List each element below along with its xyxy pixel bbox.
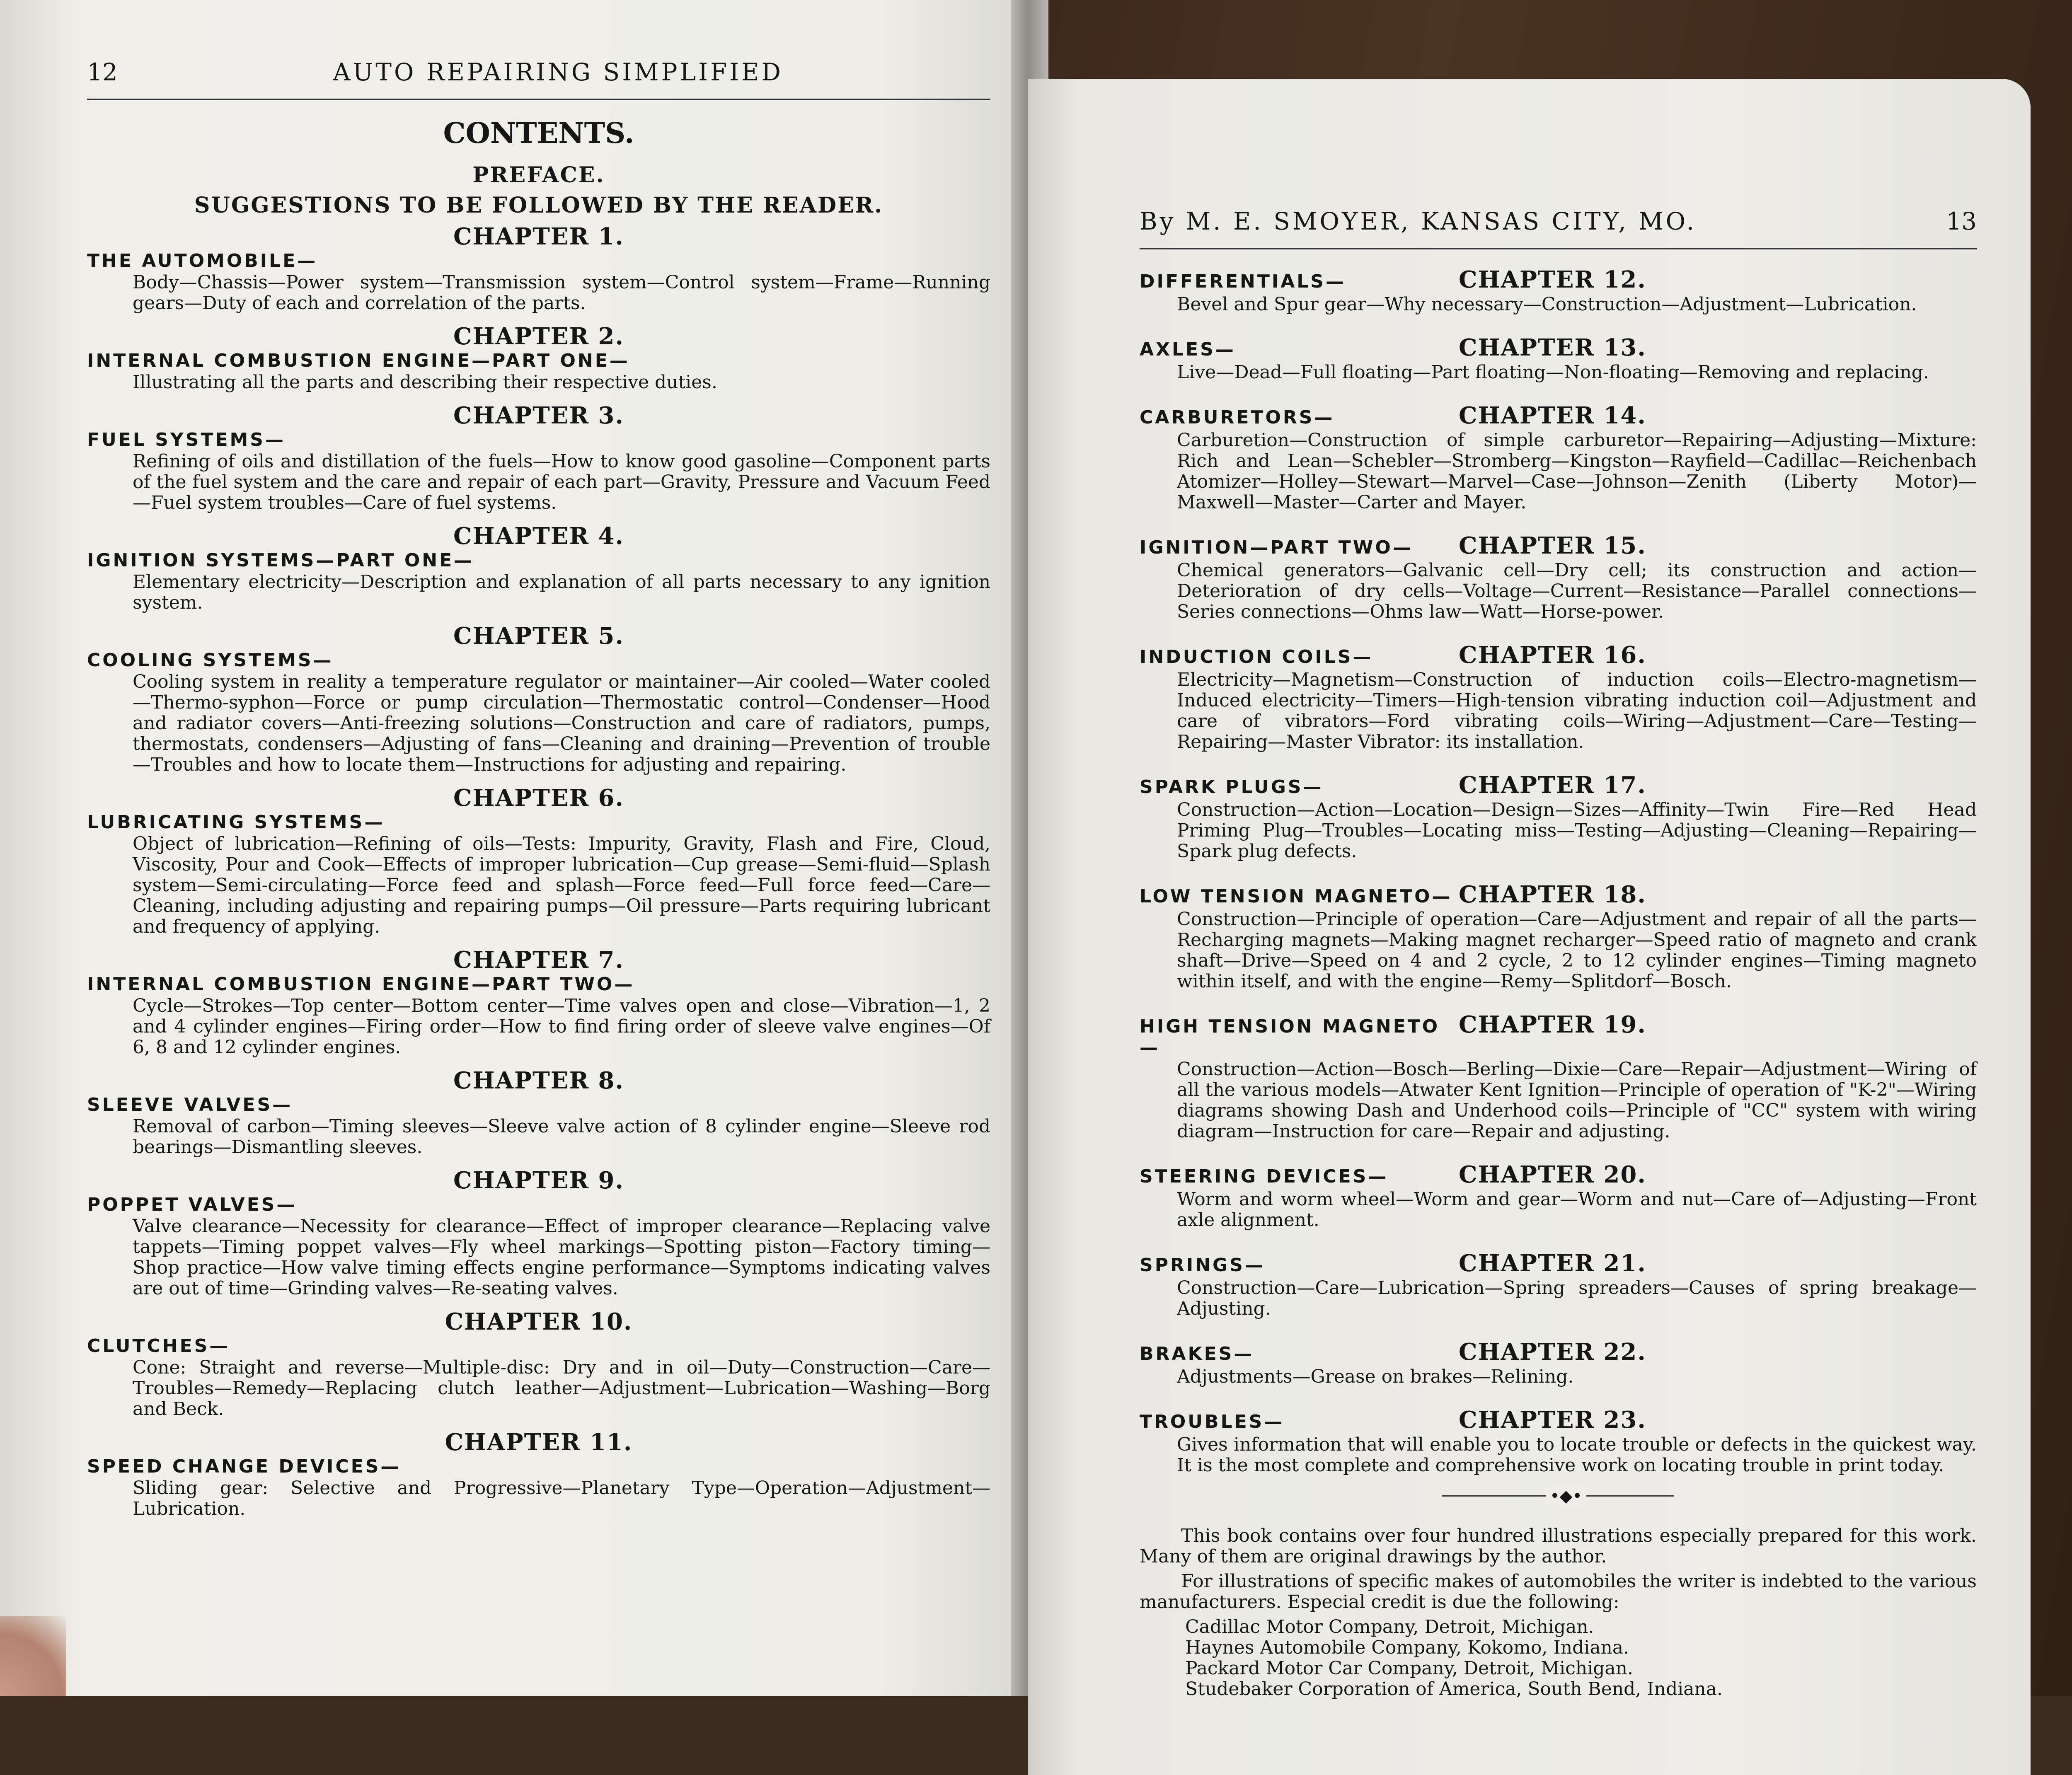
chapter-subject: SLEEVE VALVES— bbox=[87, 1094, 293, 1115]
company-item: Studebaker Corporation of America, South Bend, Indiana. bbox=[1185, 1678, 1723, 1700]
chapter-entry bbox=[87, 1308, 990, 1420]
chapter-description: Cooling system in reality a temperature regulator or maintainer—Air cooled—Water cooled—Thermo-syphon—Force or pump circulation—Thermostatic control—Condenser—Hood and radiator covers—Anti-freezing solutions—Construction and care of radiators, pumps, thermostats, condensers—Adjusting of fans—Cleaning and draining—Prevention of trouble—Troubles and how to locate them—Instructions for adjusting and repairing. bbox=[133, 671, 990, 775]
chapter-heading: CHAPTER 8. bbox=[453, 1067, 624, 1094]
chapter-heading: CHAPTER 14. bbox=[1459, 402, 1646, 429]
chapter-heading-row bbox=[1140, 1161, 1977, 1188]
chapter-subject: LOW TENSION MAGNETO— bbox=[1140, 886, 1452, 907]
right-running-head bbox=[1140, 207, 1977, 249]
chapter-heading-row bbox=[1140, 1011, 1977, 1058]
chapter-subject: SPARK PLUGS— bbox=[1140, 776, 1324, 798]
chapter-heading-row bbox=[1140, 532, 1977, 559]
chapter-subject: TROUBLES— bbox=[1140, 1411, 1285, 1432]
chapter-subject: FUEL SYSTEMS— bbox=[87, 429, 286, 450]
illustrations-note: This book contains over four hundred illustrations especially prepared for this work. Many of them are original drawings by the author. bbox=[1140, 1525, 1977, 1567]
running-head-title: AUTO REPAIRING SIMPLIFIED bbox=[333, 58, 783, 86]
chapter-heading: CHAPTER 18. bbox=[1459, 881, 1646, 908]
chapter-subject: SPEED CHANGE DEVICES— bbox=[87, 1456, 401, 1477]
chapter-heading: CHAPTER 9. bbox=[453, 1167, 624, 1194]
chapter-entry bbox=[87, 1167, 990, 1299]
chapter-description: Construction—Action—Bosch—Berling—Dixie—Care—Repair—Adjustment—Wiring of all the various models—Atwater Kent Ignition—Principle of operation of "K-2"—Wiring diagrams showing Dash and Underhood coils—Principle of "CC" system with wiring diagram—Instruction for care—Repair and adjusting. bbox=[1177, 1059, 1977, 1142]
preface-heading: PREFACE. bbox=[472, 162, 605, 188]
chapter-entry bbox=[87, 622, 990, 775]
chapter-description: Body—Chassis—Power system—Transmission system—Control system—Frame—Running gears—Duty of each and correlation of the parts. bbox=[133, 272, 990, 314]
chapter-entry bbox=[1140, 266, 1977, 315]
chapter-description: Illustrating all the parts and describing their respective duties. bbox=[133, 372, 717, 393]
chapter-subject: IGNITION—PART TWO— bbox=[1140, 537, 1413, 558]
chapter-description: Valve clearance—Necessity for clearance—Effect of improper clearance—Replacing valve tappets—Timing poppet valves—Fly wheel markings—Spotting piston—Factory timing—Shop practice—How valve timing effects engine performance—Symptoms indicating valves are out of time—Grinding valves—Re-seating valves. bbox=[133, 1216, 990, 1299]
chapter-subject: SPRINGS— bbox=[1140, 1255, 1265, 1276]
chapter-entry bbox=[87, 784, 990, 937]
chapter-heading: CHAPTER 23. bbox=[1459, 1406, 1646, 1434]
chapter-subject: CLUTCHES— bbox=[87, 1335, 230, 1357]
chapter-description: Worm and worm wheel—Worm and gear—Worm and nut—Care of—Adjusting—Front axle alignment. bbox=[1177, 1189, 1977, 1231]
chapter-heading: CHAPTER 7. bbox=[453, 946, 624, 974]
chapter-description: Gives information that will enable you to locate trouble or defects in the quickest way. It is the most complete and comprehensive work on locating trouble in print today. bbox=[1177, 1434, 1977, 1476]
company-item: Cadillac Motor Company, Detroit, Michigan. bbox=[1185, 1616, 1594, 1637]
chapter-heading-row bbox=[1140, 641, 1977, 669]
chapter-heading: CHAPTER 19. bbox=[1459, 1011, 1646, 1038]
chapter-heading-row bbox=[1140, 402, 1977, 429]
chapter-entry bbox=[87, 402, 990, 513]
chapter-heading: CHAPTER 4. bbox=[453, 522, 624, 550]
chapter-heading: CHAPTER 12. bbox=[1459, 266, 1646, 293]
company-list bbox=[1185, 1617, 1977, 1700]
chapter-entry bbox=[87, 223, 990, 314]
page-number-left: 12 bbox=[87, 58, 118, 86]
chapter-heading-row bbox=[1140, 1406, 1977, 1434]
chapter-subject: INTERNAL COMBUSTION ENGINE—PART TWO— bbox=[87, 974, 635, 995]
chapter-description: Construction—Action—Location—Design—Sizes—Affinity—Twin Fire—Red Head Priming Plug—Troubles—Locating miss—Testing—Adjusting—Cleaning—Repairing—Spark plug defects. bbox=[1177, 799, 1977, 862]
chapter-entry bbox=[1140, 1011, 1977, 1142]
chapter-heading: CHAPTER 11. bbox=[445, 1429, 633, 1456]
chapter-heading: CHAPTER 20. bbox=[1459, 1161, 1646, 1188]
chapter-entry bbox=[1140, 334, 1977, 383]
chapter-heading: CHAPTER 5. bbox=[453, 622, 624, 650]
chapter-heading-row bbox=[1140, 1250, 1977, 1277]
chapter-subject: STEERING DEVICES— bbox=[1140, 1166, 1389, 1187]
company-item: Packard Motor Car Company, Detroit, Michigan. bbox=[1185, 1658, 1633, 1679]
page-number-right: 13 bbox=[1946, 207, 1977, 235]
company-item: Haynes Automobile Company, Kokomo, Indiana. bbox=[1185, 1637, 1629, 1658]
chapter-subject: INDUCTION COILS— bbox=[1140, 646, 1373, 667]
chapter-entry bbox=[1140, 771, 1977, 862]
chapter-description: Object of lubrication—Refining of oils—Tests: Impurity, Gravity, Flash and Fire, Cloud, Viscosity, Pour and Cook—Effects of improper lubrication—Cup grease—Semi-fluid—Splash system—Semi-circulating—Force feed and splash—Force feed—Full force feed—Care—Cleaning, including adjusting and repairing pumps—Oil pressure—Parts requiring lubricant and frequency of applying. bbox=[133, 833, 990, 937]
chapter-heading: CHAPTER 21. bbox=[1459, 1250, 1646, 1277]
chapter-entry bbox=[87, 522, 990, 613]
chapter-heading: CHAPTER 2. bbox=[453, 323, 624, 350]
chapter-entry bbox=[1140, 641, 1977, 752]
chapter-description: Elementary electricity—Description and explanation of all parts necessary to any ignition system. bbox=[133, 571, 990, 613]
chapter-entry bbox=[1140, 1250, 1977, 1319]
suggestions-heading: SUGGESTIONS TO BE FOLLOWED BY THE READER. bbox=[194, 193, 884, 218]
chapter-description: Carburetion—Construction of simple carburetor—Repairing—Adjusting—Mixture: Rich and Lean—Schebler—Stromberg—Kingston—Rayfield—Cadillac—Reichenbach Atomizer—Holley—Stewart—Marvel—Case—Johnson—Zenith (Liberty Motor)—Maxwell—Master—Carter and Mayer. bbox=[1177, 430, 1977, 513]
chapter-heading: CHAPTER 6. bbox=[453, 784, 624, 812]
chapter-entry bbox=[1140, 1338, 1977, 1387]
chapter-entry bbox=[1140, 1161, 1977, 1231]
left-page bbox=[0, 0, 1036, 1696]
chapter-subject: AXLES— bbox=[1140, 339, 1236, 360]
chapter-description: Bevel and Spur gear—Why necessary—Construction—Adjustment—Lubrication. bbox=[1177, 294, 1917, 315]
right-page bbox=[1028, 79, 2031, 1775]
chapter-heading-row bbox=[1140, 1338, 1977, 1366]
chapter-description: Cone: Straight and reverse—Multiple-disc: Dry and in oil—Duty—Construction—Care—Troubles—Remedy—Replacing clutch leather—Adjustment—Lubrication—Washing—Borg and Beck. bbox=[133, 1357, 990, 1420]
chapter-entry bbox=[1140, 881, 1977, 992]
chapter-entry bbox=[87, 1067, 990, 1158]
chapter-heading-row bbox=[1140, 881, 1977, 908]
chapter-entry bbox=[87, 1429, 990, 1519]
chapter-entry bbox=[87, 323, 990, 393]
chapter-subject: CARBURETORS— bbox=[1140, 407, 1335, 428]
chapter-entry bbox=[1140, 532, 1977, 622]
credits-note: For illustrations of specific makes of automobiles the writer is indebted to the various manufacturers. Especial credit is due the following: bbox=[1140, 1571, 1977, 1613]
chapter-description: Live—Dead—Full floating—Part floating—Non-floating—Removing and replacing. bbox=[1177, 362, 1929, 383]
chapter-description: Cycle—Strokes—Top center—Bottom center—Time valves open and close—Vibration—1, 2 and 4 cylinder engines—Firing order—How to find firing order of sleeve valve engines—Of 6, 8 and 12 cylinder engines. bbox=[133, 995, 990, 1058]
ornament-rule bbox=[1442, 1487, 1674, 1506]
chapter-heading: CHAPTER 17. bbox=[1459, 771, 1646, 799]
chapter-description: Electricity—Magnetism—Construction of induction coils—Electro-magnetism—Induced electricity—Timers—High-tension vibrating induction coil—Adjustment and care of vibrators—Ford vibrating coils—Wiring—Adjustment—Care—Testing—Repairing—Master Vibrator: its installation. bbox=[1177, 669, 1977, 752]
chapter-subject: HIGH TENSION MAGNETO— bbox=[1140, 1016, 1440, 1058]
thumb bbox=[0, 1616, 66, 1696]
chapter-subject: LUBRICATING SYSTEMS— bbox=[87, 812, 385, 833]
chapter-subject: BRAKES— bbox=[1140, 1343, 1254, 1364]
chapter-description: Refining of oils and distillation of the fuels—How to know good gasoline—Component parts of the fuel system and the care and repair of each part—Gravity, Pressure and Vacuum Feed—Fuel system troubles—Care of fuel systems. bbox=[133, 451, 990, 513]
chapter-heading: CHAPTER 15. bbox=[1459, 532, 1646, 559]
chapter-description: Sliding gear: Selective and Progressive—Planetary Type—Operation—Adjustment—Lubrication. bbox=[133, 1478, 990, 1519]
left-running-head bbox=[87, 58, 990, 100]
chapter-heading: CHAPTER 3. bbox=[453, 402, 624, 429]
chapter-description: Chemical generators—Galvanic cell—Dry cell; its construction and action—Deterioration of dry cells—Voltage—Current—Resistance—Parallel connections—Series connections—Ohms law—Watt—Horse-power. bbox=[1177, 560, 1977, 622]
chapter-heading-row bbox=[1140, 266, 1977, 293]
chapter-heading-row bbox=[1140, 334, 1977, 361]
chapter-subject: POPPET VALVES— bbox=[87, 1194, 297, 1215]
running-head-author: By M. E. SMOYER, KANSAS CITY, MO. bbox=[1140, 207, 1697, 235]
chapter-description: Adjustments—Grease on brakes—Relining. bbox=[1177, 1366, 1574, 1387]
chapter-subject: THE AUTOMOBILE— bbox=[87, 250, 318, 271]
chapter-description: Construction—Principle of operation—Care—Adjustment and repair of all the parts—Recharging magnets—Making magnet recharger—Speed ratio of magneto and crank shaft—Drive—Speed on 4 and 2 cycle, 2 to 12 cylinder engines—Timing magneto within itself, and with the engine—Remy—Splitdorf—Bosch. bbox=[1177, 909, 1977, 992]
chapter-description: Removal of carbon—Timing sleeves—Sleeve valve action of 8 cylinder engine—Sleeve rod bearings—Dismantling sleeves. bbox=[133, 1116, 990, 1158]
contents-title: CONTENTS. bbox=[443, 117, 634, 150]
chapter-entry bbox=[1140, 402, 1977, 513]
chapter-heading: CHAPTER 22. bbox=[1459, 1338, 1646, 1366]
chapter-subject: DIFFERENTIALS— bbox=[1140, 271, 1346, 292]
left-chapter-list bbox=[87, 223, 990, 1519]
chapter-heading: CHAPTER 1. bbox=[453, 223, 624, 250]
right-chapter-list bbox=[1140, 266, 1977, 1476]
chapter-entry bbox=[87, 946, 990, 1058]
chapter-heading-row bbox=[1140, 771, 1977, 799]
chapter-description: Construction—Care—Lubrication—Spring spreaders—Causes of spring breakage—Adjusting. bbox=[1177, 1277, 1977, 1319]
chapter-subject: IGNITION SYSTEMS—PART ONE— bbox=[87, 550, 474, 571]
chapter-subject: COOLING SYSTEMS— bbox=[87, 650, 334, 671]
chapter-heading: CHAPTER 10. bbox=[445, 1308, 633, 1335]
ornament-glyph: •◆• bbox=[1546, 1487, 1586, 1506]
chapter-heading: CHAPTER 13. bbox=[1459, 334, 1646, 361]
chapter-subject: INTERNAL COMBUSTION ENGINE—PART ONE— bbox=[87, 350, 630, 371]
chapter-heading: CHAPTER 16. bbox=[1459, 641, 1646, 669]
chapter-entry bbox=[1140, 1406, 1977, 1476]
